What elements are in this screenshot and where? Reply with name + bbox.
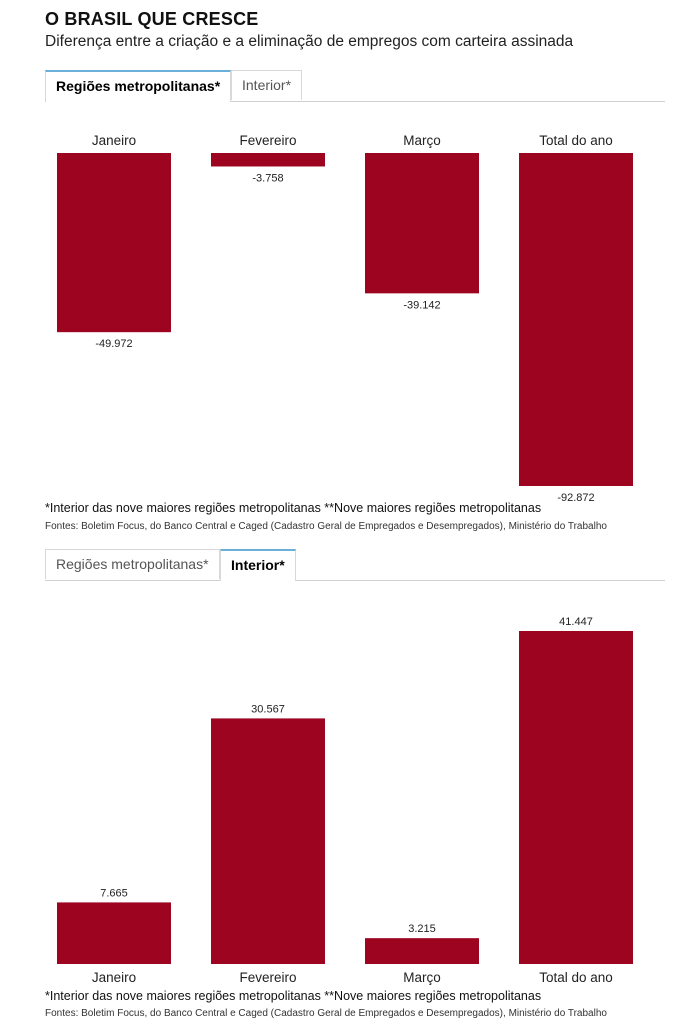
panel-metropolitan [0, 70, 684, 540]
value-label-total-do-ano: 41.447 [559, 616, 593, 628]
bar-chart-metropolitan [0, 70, 684, 510]
tab-metropolitan-regions[interactable]: Regiões metropolitanas* [45, 549, 220, 579]
category-label-fevereiro: Fevereiro [239, 970, 297, 985]
page-subtitle: Diferença entre a criação e a eliminação de empregos com carteira assinada [45, 33, 574, 50]
bar-chart-interior [0, 549, 684, 989]
value-label-janeiro: 7.665 [100, 887, 128, 900]
tab-interior[interactable]: Interior* [220, 549, 296, 581]
sources-note: Fontes: Boletim Focus, do Banco Central e Caged (Cadastro Geral de Empregados e Desempregados), Ministério do Trabalho [45, 1008, 607, 1019]
bar-janeiro [57, 153, 171, 332]
category-label-marco: Março [403, 133, 441, 148]
category-label-janeiro: Janeiro [91, 133, 137, 148]
value-label-fevereiro: 30.567 [251, 703, 285, 716]
category-label-fevereiro: Fevereiro [239, 133, 297, 148]
tab-interior[interactable]: Interior* [231, 70, 302, 100]
bar-marco [365, 153, 479, 293]
category-label-janeiro: Janeiro [91, 970, 137, 985]
tab-metropolitan-regions[interactable]: Regiões metropolitanas* [45, 70, 231, 102]
bar-fevereiro [211, 718, 325, 964]
category-label-total-do-ano: Total do ano [539, 133, 613, 148]
bar-marco [365, 938, 479, 964]
footnote: *Interior das nove maiores regiões metropolitanas **Nove maiores regiões metropolitanas [45, 989, 542, 1003]
sources-note: Fontes: Boletim Focus, do Banco Central e Caged (Cadastro Geral de Empregados e Desempregados), Ministério do Trabalho [45, 521, 607, 532]
page-title: O BRASIL QUE CRESCE [45, 9, 259, 29]
value-label-marco: -39.142 [403, 299, 441, 312]
value-label-fevereiro: -3.758 [252, 172, 284, 185]
category-label-total-do-ano: Total do ano [539, 970, 613, 985]
value-label-total-do-ano: -92.872 [557, 492, 595, 504]
footnote: *Interior das nove maiores regiões metropolitanas **Nove maiores regiões metropolitanas [45, 501, 542, 515]
bar-fevereiro [211, 153, 325, 166]
bar-total-do-ano [519, 631, 633, 964]
panel-interior [0, 549, 684, 1029]
bar-janeiro [57, 902, 171, 964]
value-label-janeiro: -49.972 [95, 338, 133, 351]
value-label-marco: 3.215 [408, 923, 436, 936]
category-label-marco: Março [403, 970, 441, 985]
bar-total-do-ano [519, 153, 633, 486]
